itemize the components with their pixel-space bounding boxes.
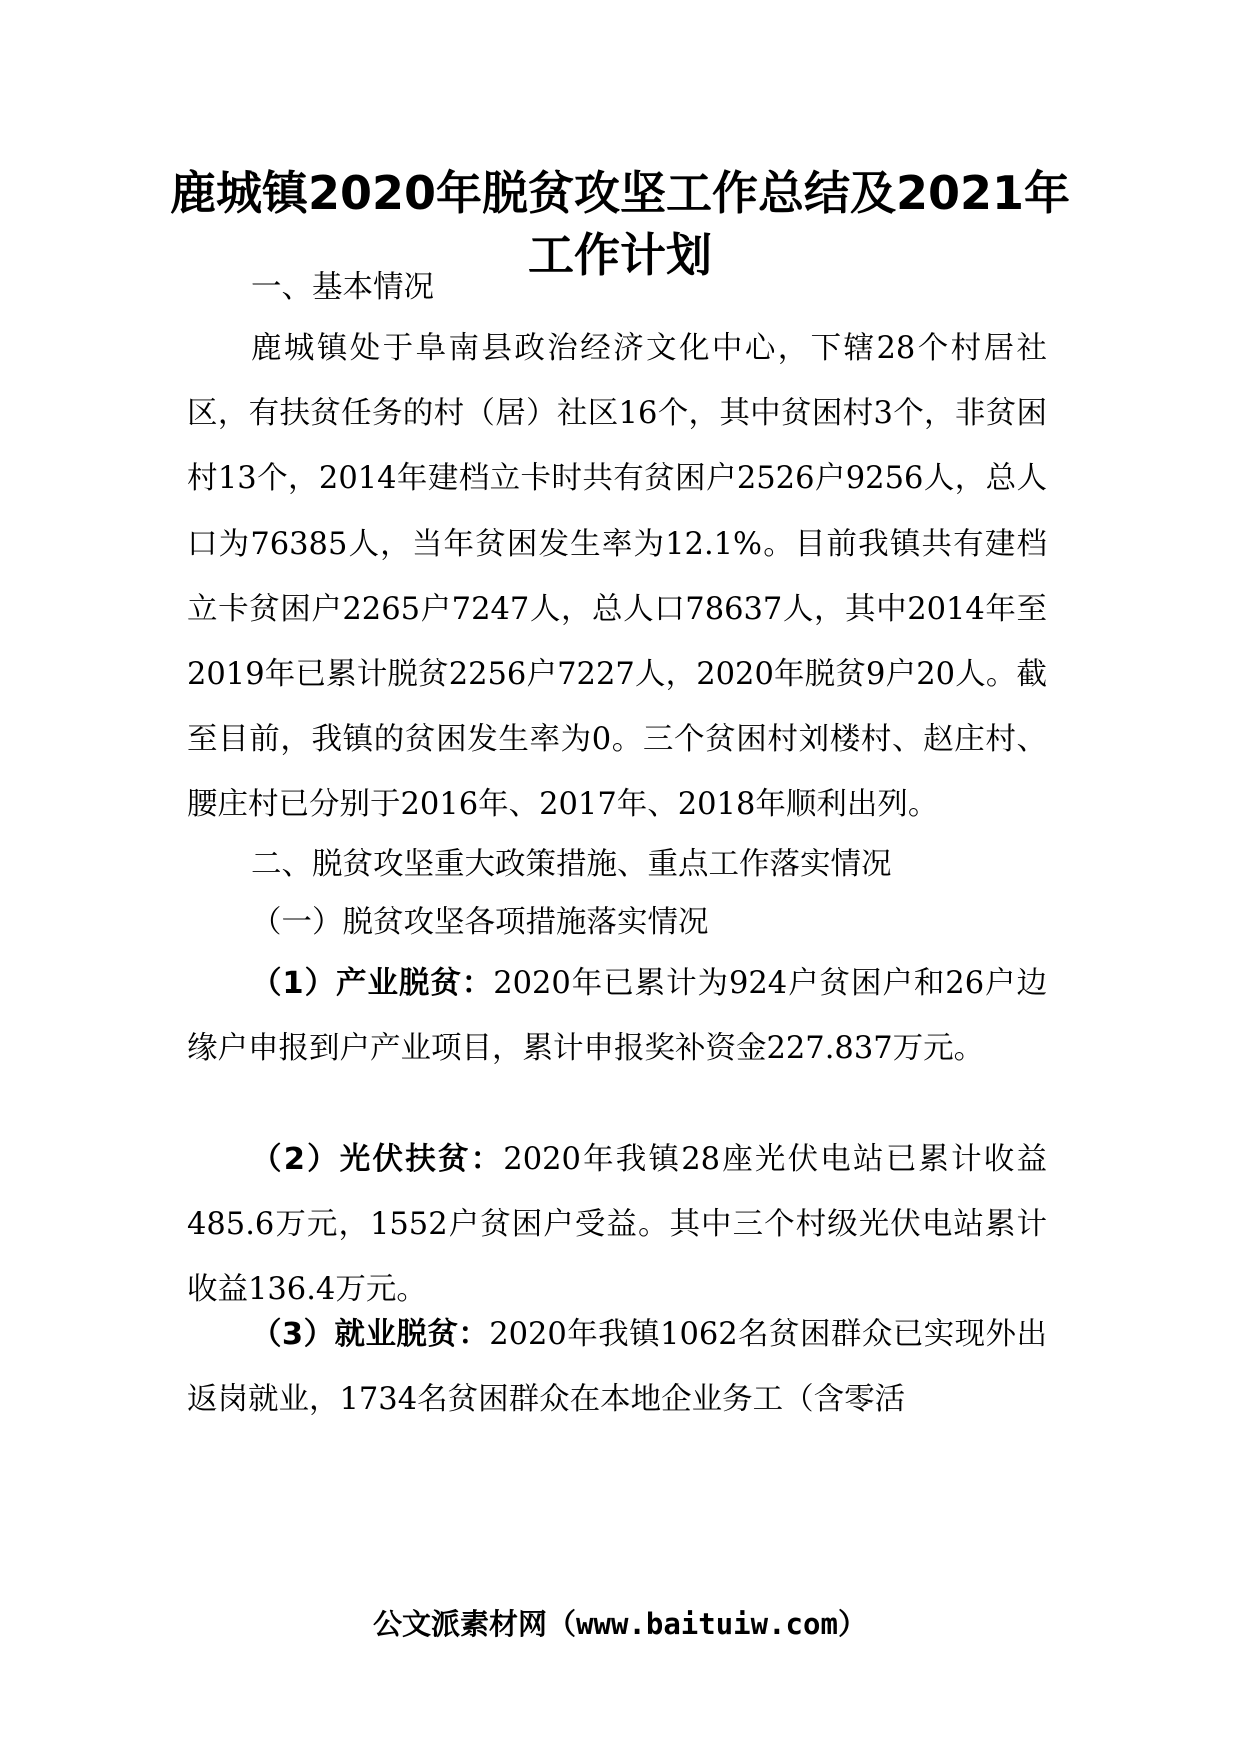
section-heading-basic: 一、基本情况 (251, 270, 434, 305)
paragraph-basic-situation: 鹿城镇处于阜南县政治经济文化中心，下辖28个村居社区，有扶贫任务的村（居）社区16个，其中贫困村3个，非贫困村13个，2014年建档立卡时共有贫困户2526户9256人，总人口为76385人，当年贫困发生率为12.1%。目前我镇共有建档立卡贫困户2265户7247人，总人口78637人，其中2014年至2019年已累计脱贫2256户7227人，2020年脱贫9户20人。截至目前，我镇的贫困发生率为0。三个贫困村刘楼村、赵庄村、腰庄村已分别于2016年、2017年、2018年顺利出列。 (187, 331, 1047, 823)
item-employment-poverty (187, 1302, 1047, 1432)
item-employment-text: 2020年我镇1062名贫困群众已实现外出返岗就业，1734名贫困群众在本地企业务工（含零活 (187, 1317, 1047, 1418)
footer-site-name: 公文派素材网 (373, 1607, 548, 1641)
item-photovoltaic-poverty (187, 1127, 1047, 1323)
footer-site-url[interactable]: （www.baituiw.com） (547, 1607, 867, 1641)
item-photovoltaic-text: 2020年我镇28座光伏电站已累计收益485.6万元，1552户贫困户受益。其中三个村级光伏电站累计收益136.4万元。 (187, 1142, 1047, 1308)
item-industry-lead: （1）产业脱贫： (251, 966, 494, 1001)
subsection-heading-measures: （一）脱贫攻坚各项措施落实情况 (251, 905, 709, 940)
item-photovoltaic-lead: （2）光伏扶贫： (251, 1142, 504, 1177)
section-heading-policies: 二、脱贫攻坚重大政策措施、重点工作落实情况 (251, 847, 892, 882)
document-title-line-2: 工作计划 (528, 228, 712, 282)
item-industry-poverty (187, 951, 1047, 1081)
item-industry-text: 2020年已累计为924户贫困户和26户边缘户申报到户产业项目，累计申报奖补资金227.837万元。 (187, 966, 1047, 1067)
document-title-line-1: 鹿城镇2020年脱贫攻坚工作总结及2021年 (169, 166, 1071, 220)
item-employment-lead: （3）就业脱贫： (251, 1317, 490, 1352)
page-footer (0, 1604, 1240, 1644)
